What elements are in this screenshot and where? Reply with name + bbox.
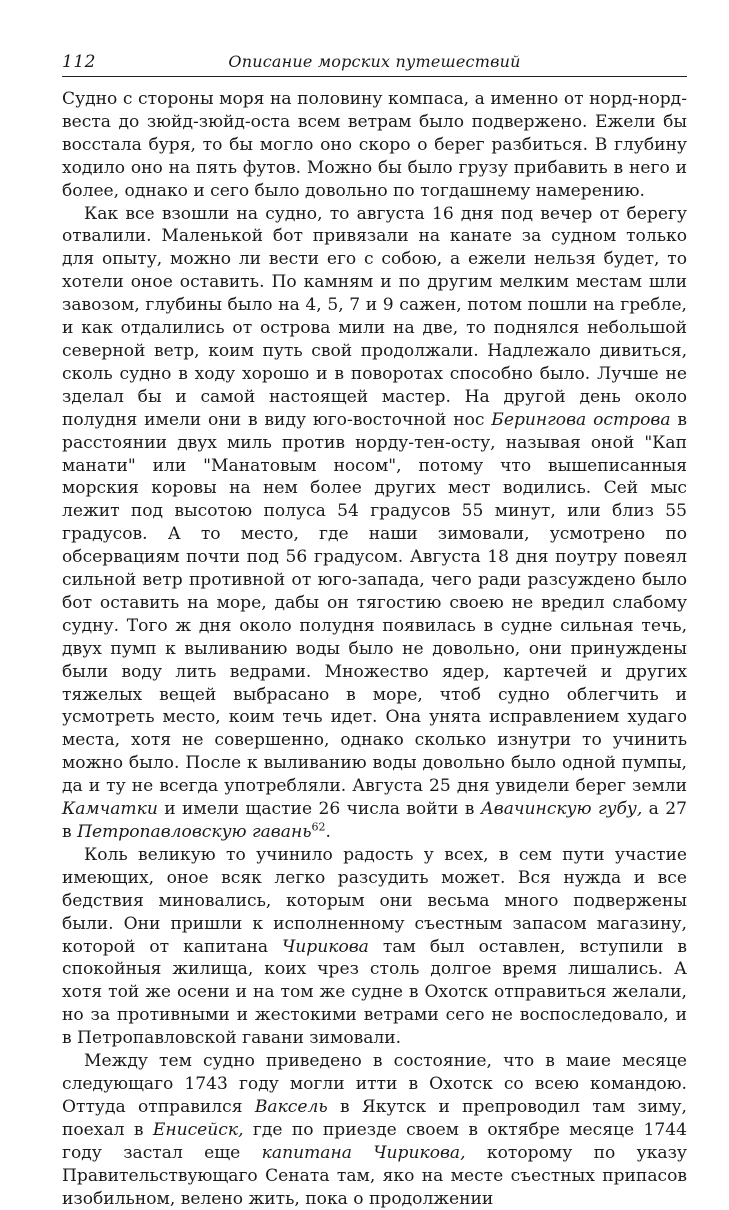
paragraph-2: Как все взошли на судно, то августа 16 дня под вечер от берегу отвалили. Маленькой бот привязали на канате за судном только для опыту, можно ли вести его с собою, а ежели нельзя будет, то хотели оное оставить. По камням и по другим мелким местам шли завозом, глубины было на 4, 5, 7 и 9 сажен, потом пошли на гребле, и как отдалились от острова мили на две, то поднялся небольшой северной ветр, коим путь свой продолжали. Надлежало дивиться, сколь судно в ходу хорошо и в поворотах способно было. Лучше не зделал бы и самой настоящей мастер. На другой день около полудня имели они в виду юго-восточной нос Берингова острова в расстоянии двух миль против норду-тен-осту, называя оной "Кап манати" или "Манатовым носом", потому что вышеписанныя морския коровы на нем более других мест водились. Сей мыс лежит под высотою полуса 54 градусов 55 минут, или близ 55 градусов. А то место, где наши зимовали, усмотрено по обсервациям почти под 56 градусом. Августа 18 дня поутру повеял сильной ветр противной от юго-запада, чего ради разсуждено было бот оставить на море, дабы он тягостию своею не вредил слабому судну. Того ж дня около полудня появилась в судне сильная течь, двух пумп к выливанию воды было не довольно, они принуждены были воду лить ведрами. Множество ядер, картечей и других тяжелых вещей выбрасано в море, чтоб судно облегчить и усмотреть место, коим течь идет. Она унята исправлением худаго места, хотя не совершенно, однако сколько изнутри то учинить можно было. После к выливанию воды довольно было одной пумпы, да и ту не всегда употребляли. Августа 25 дня увидели берег земли Камчатки и имели щастие 26 числа войти в Авачинскую губу, а 27 в Петропавловскую гавань$^{62}$. — [62, 203, 687, 842]
paragraph-1: Судно с стороны моря на половину компаса, а именно от норд-норд-веста до зюйд-зюйд-оста всем ветрам было подвержено. Ежели бы восстала буря, то бы могло оно скоро о берег разбиться. В глубину ходило оно на пять футов. Можно бы было грузу прибавить в него и более, однако и сего было довольно по тогдашнему намерению. — [62, 89, 687, 201]
page-number: 112 — [62, 52, 96, 72]
place-name-avacha-bay: Авачинскую губу, — [480, 799, 643, 820]
person-name-waxell: Ваксель — [254, 1096, 328, 1117]
running-title: Описание морских путешествий — [228, 52, 521, 71]
footnote-ref-62: 62 — [311, 820, 326, 834]
place-name-yeniseysk: Енисейск, — [152, 1119, 244, 1140]
person-name-captain-chirikov: капитана Чирикова, — [261, 1142, 466, 1163]
paragraph-3: Коль великую то учинило радость у всех, в сем пути участие имеющих, оное всяк легко разсудить может. Вся нужда и все бедствия миновались, которым они весьма много подвержены были. Они пришли к исполненному съестным запасом магазину, которой от капитана Чирикова там был оставлен, вступили в спокойныя жилища, коих чрез столь долгое время лишались. А хотя той же осени и на том же судне в Охотск отправиться желали, но за противными и жестокими ветрами сего не воспоследовало, и в Петропавловской гавани зимовали. — [62, 844, 687, 1049]
person-name-chirikov: Чирикова — [282, 936, 369, 957]
place-name-bering-island: Берингова острова — [491, 409, 671, 430]
place-name-petropavlovsk: Петропавловскую гавань — [77, 822, 312, 842]
paragraph-4: Между тем судно приведено в состояние, что в маие месяце следующаго 1743 году могли итти в Охотск со всею командою. Оттуда отправился Ваксель в Якутск и препроводил там зиму, поехал в Енисейск, где по приезде своем в октябре месяце 1744 году застал еще капитана Чирикова, которому по указу Правительствующаго Сената там, яко на месте съестных припасов изобильном, велено жить, пока о продолжении — [62, 1051, 688, 1209]
place-name-kamchatka: Камчатки — [62, 799, 158, 820]
page-header — [62, 52, 687, 77]
body-text — [62, 88, 687, 1210]
